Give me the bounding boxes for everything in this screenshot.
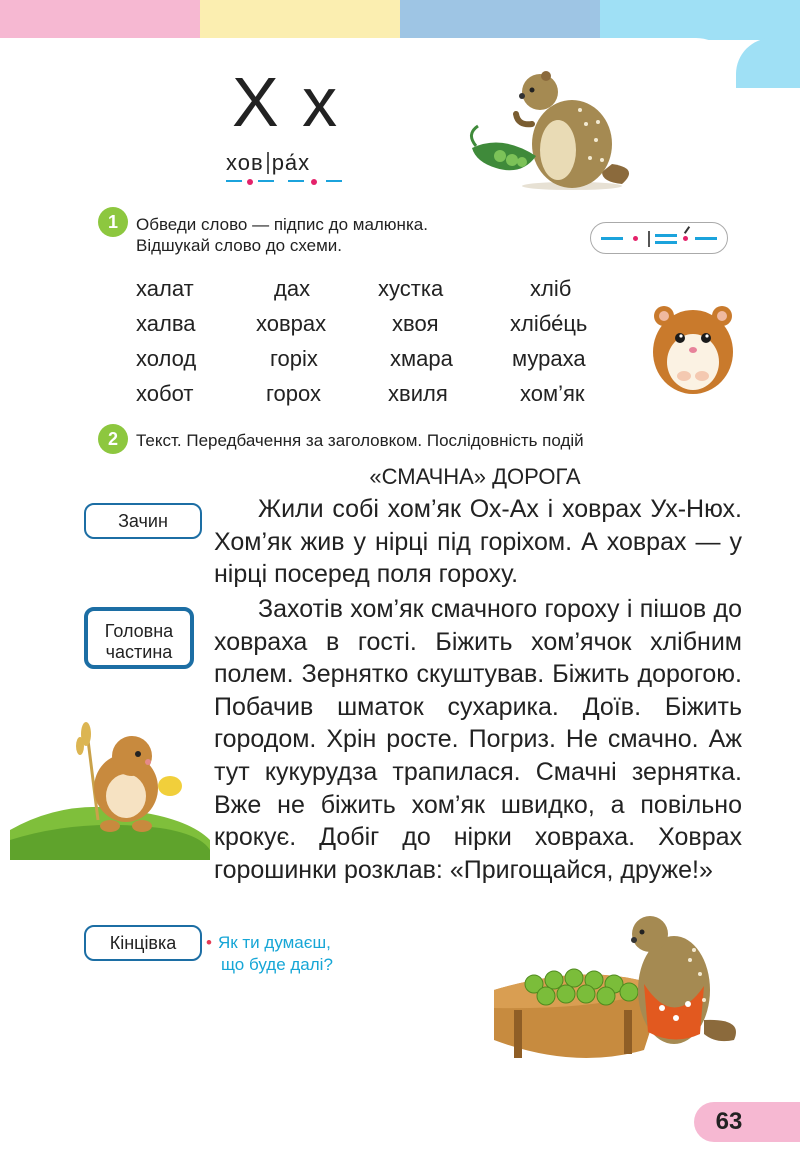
word-item[interactable]: хустка <box>378 276 444 301</box>
letter-heading: Х х <box>232 63 340 141</box>
word-list <box>136 275 646 408</box>
hamster-illustration <box>648 300 738 396</box>
word-item[interactable]: хвиля <box>388 381 448 406</box>
story-title: «СМАЧНА» ДОРОГА <box>369 464 581 489</box>
question-line-1: • Як ти думаєш, <box>206 933 331 952</box>
scheme-consonant <box>695 237 717 240</box>
bar-blue <box>400 0 600 40</box>
scheme-divider <box>648 231 650 247</box>
task-number-1: 1 <box>98 207 128 237</box>
syllable-1: хов <box>226 150 264 175</box>
word-item[interactable]: горіх <box>270 346 318 371</box>
question-line-2: що буде далі? <box>221 955 333 974</box>
label-start-text: Зачин <box>118 511 168 531</box>
label-start <box>84 503 202 539</box>
scheme-stress-mark <box>684 226 690 234</box>
scheme-consonant <box>655 234 677 237</box>
bullet-dot: • <box>206 933 212 952</box>
label-main-line-2: частина <box>105 642 173 662</box>
label-end-text: Кінцівка <box>109 933 177 953</box>
underline-consonant <box>288 180 304 182</box>
walking-hamster-illustration <box>10 700 210 860</box>
task2-instruction: Текст. Передбачення за заголовком. Послідовність подій <box>136 431 584 450</box>
scheme-vowel-dot <box>633 236 638 241</box>
word-item[interactable]: хобот <box>136 381 194 406</box>
underline-consonant <box>226 180 242 182</box>
story-text-2: Захотів хом’як смачного гороху і пішов до ховраха в гості. Біжить хом’ячок хлібним полем. Зернятко скуштував. Біжить дорогою. Побачив шматок сухарика. Доїв. Біжить городом. Хрін росте. Погриз. Не смачно. Аж тут кукурудза трапилася. Смачні зернятка. Вже не біжить хом’як швидко, а повільно крокує. Добіг до нірки ховраха. Ховрах горошинки розклав: «Пригощайся, друже!» <box>214 595 742 884</box>
word-item[interactable]: ховрах <box>256 311 327 336</box>
page-number: 63 <box>694 1102 800 1142</box>
label-end <box>84 925 202 961</box>
bar-pink <box>0 0 200 40</box>
underline-consonant <box>258 180 274 182</box>
word-item[interactable]: холод <box>136 346 197 371</box>
bar-cyan <box>600 0 800 40</box>
word-item[interactable]: мураха <box>512 346 586 371</box>
prediction-question <box>206 932 333 976</box>
syllable-divider <box>267 152 269 174</box>
label-main-part <box>84 607 194 669</box>
vowel-dot <box>311 179 317 185</box>
word-item[interactable]: хом’як <box>520 381 585 406</box>
task1-instruction <box>136 214 428 256</box>
vowel-dot <box>247 179 253 185</box>
scheme-consonant <box>601 237 623 240</box>
top-color-bar <box>0 0 800 40</box>
word-item[interactable]: хліб <box>530 276 572 301</box>
gopher-illustration <box>462 64 642 194</box>
word-item[interactable]: халва <box>136 311 196 336</box>
task1-line-2: Відшукай слово до схеми. <box>136 236 343 255</box>
corner-tab <box>736 38 800 88</box>
story-paragraph-2 <box>214 593 742 886</box>
word-item[interactable]: хмара <box>390 346 453 371</box>
story-text-1: Жили собі хом’як Ох-Ах і ховрах Ух-Нюх. Хом’як жив у нірці під горіхом. А ховрах — у нірці посеред поля гороху. <box>214 495 742 589</box>
word-item[interactable]: хлібе́ць <box>510 311 588 336</box>
word-item[interactable]: горох <box>266 381 321 406</box>
word-syllable-scheme <box>226 150 310 176</box>
underline-consonant <box>326 180 342 182</box>
syllable-2: ра́х <box>271 150 311 175</box>
bar-yellow <box>200 0 400 40</box>
word-item[interactable]: дах <box>274 276 311 301</box>
word-item[interactable]: халат <box>136 276 194 301</box>
label-main-line-1: Головна <box>104 621 174 641</box>
task1-line-1: Обведи слово — підпис до малюнка. <box>136 215 428 234</box>
word-item[interactable]: хвоя <box>392 311 439 336</box>
word-scheme-pill <box>590 222 728 254</box>
scheme-stressed-vowel-dot <box>683 236 688 241</box>
gopher-with-peas-illustration <box>454 900 754 1070</box>
scheme-consonant <box>655 241 677 244</box>
story-paragraph-1 <box>214 493 742 591</box>
task-number-2: 2 <box>98 424 128 454</box>
